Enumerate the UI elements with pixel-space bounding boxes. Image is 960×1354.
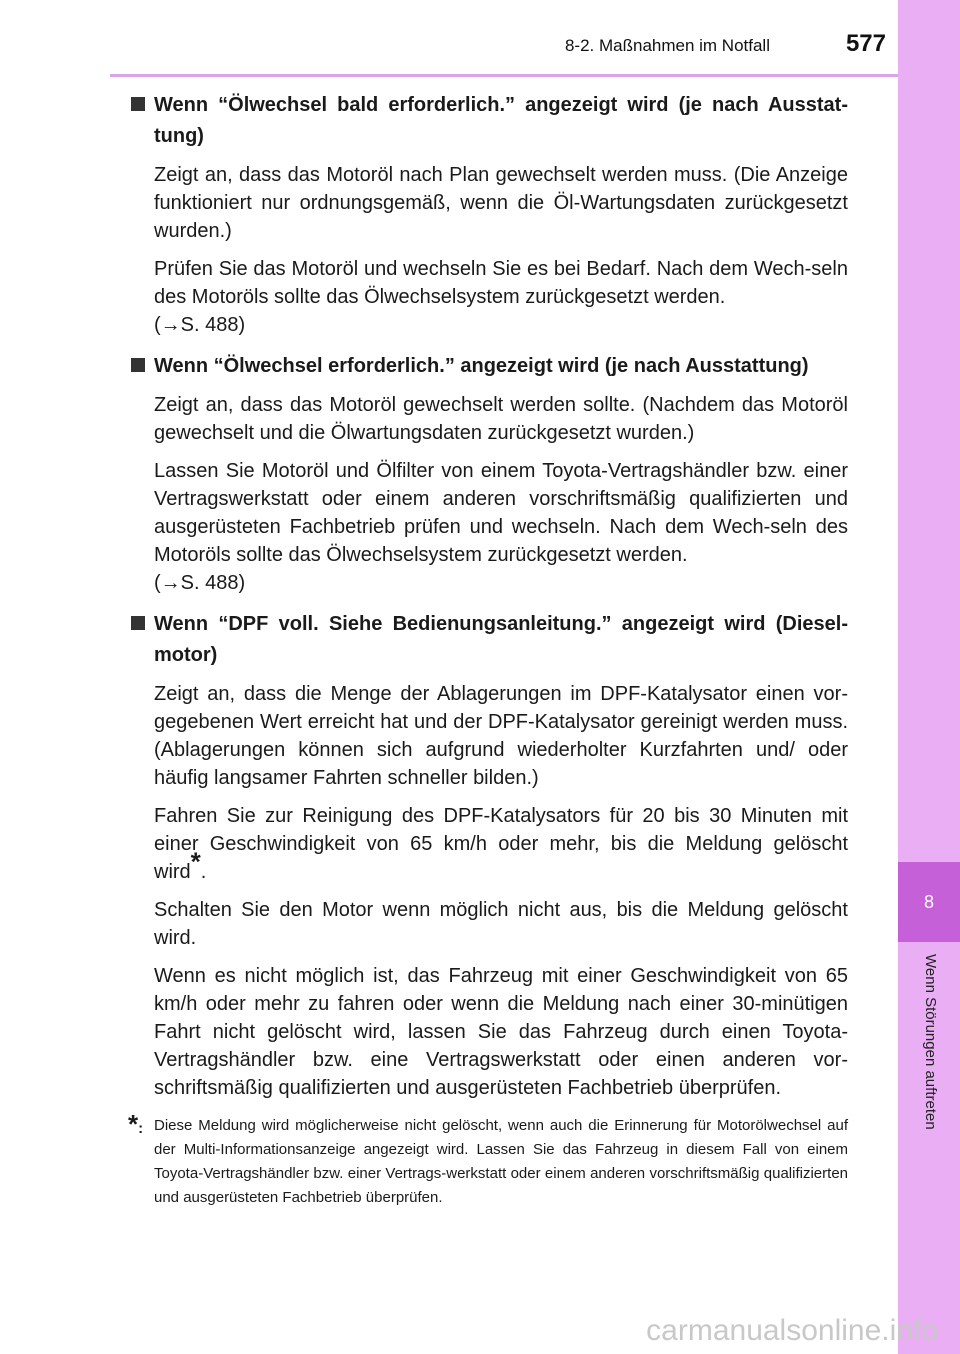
item-heading-text: Wenn “DPF voll. Siehe Bedienungsanleitung.” angezeigt wird (Diesel-motor): [154, 613, 848, 666]
message-item-oil-change-soon: [128, 90, 848, 339]
header-rule: [110, 74, 898, 77]
item-paragraph: Schalten Sie den Motor wenn möglich nicht aus, bis die Meldung gelöscht wird.: [154, 899, 848, 949]
page-number: 577: [845, 30, 886, 57]
item-paragraph: Zeigt an, dass das Motoröl gewechselt werden sollte. (Nachdem das Motoröl gewechselt und die Ölwartungsdaten zurückgesetzt wurden.): [154, 394, 848, 444]
item-paragraph-end: .: [200, 861, 207, 883]
square-bullet-icon: [131, 97, 145, 111]
message-item-oil-change-required: [128, 351, 848, 597]
chapter-title: Wenn Störungen auftreten: [922, 954, 939, 1130]
item-paragraph: [128, 457, 848, 597]
page-reference-link[interactable]: (→S. 488): [154, 314, 246, 336]
item-heading: [128, 351, 848, 382]
item-paragraph-text: Lassen Sie Motoröl und Ölfilter von einem Toyota-Vertragshändler bzw. einer Vertragswerkstatt oder einem anderen vorschriftsmäßig qualifizierten und ausgerüsteten Fachbetrieb prüfen und wechseln. Nach dem Wech-seln des Motoröls sollte das Ölwechselsystem zurückgesetzt werden.: [154, 460, 848, 566]
main-content: [128, 90, 848, 1210]
footnote-marker: [128, 1109, 144, 1141]
section-title: 8-2. Maßnahmen im Notfall: [564, 36, 770, 55]
item-paragraph: Zeigt an, dass das Motoröl nach Plan gewechselt werden muss. (Die Anzeige funktioniert nur ordnungsgemäß, wenn die Öl-Wartungsdaten zurückgesetzt wurden.): [154, 164, 848, 242]
chapter-number: 8: [923, 891, 934, 912]
item-heading: [128, 609, 848, 671]
message-item-dpf-full: [128, 609, 848, 1102]
square-bullet-icon: [131, 616, 145, 630]
item-paragraph: Zeigt an, dass die Menge der Ablagerungen im DPF-Katalysator einen vor-gegebenen Wert erreicht hat und der DPF-Katalysator gereinigt werden muss. (Ablagerungen können sich aufgrund wiederholter Kurzfahrten und/ oder häufig langsamer Fahrten schneller bilden.): [154, 683, 848, 789]
watermark: carmanualsonline.info: [646, 1314, 938, 1347]
item-paragraph-text: Fahren Sie zur Reinigung des DPF-Katalysators für 20 bis 30 Minuten mit einer Geschwindigkeit von 65 km/h oder mehr, bis die Meldung gelöscht wird: [154, 805, 848, 883]
footnote: [128, 1109, 848, 1210]
page-reference-link[interactable]: (→S. 488): [154, 572, 246, 594]
square-bullet-icon: [131, 358, 145, 372]
footnote-star: *: [128, 1109, 139, 1139]
item-heading: [128, 90, 848, 152]
item-heading-text: Wenn “Ölwechsel bald erforderlich.” angezeigt wird (je nach Ausstat-tung): [154, 94, 848, 147]
footnote-text: Diese Meldung wird möglicherweise nicht gelöscht, wenn auch die Erinnerung für Motorölwechsel auf der Multi-Informationsanzeige angezeigt wird. Lassen Sie das Fahrzeug in diesem Fall von einem Toyota-Vertragshändler bzw. einer Vertrags-werkstatt oder einem anderen vorschriftsmäßig qualifizierten und ausgerüsteten Fachbetrieb überprüfen.: [154, 1117, 848, 1206]
page-header: [0, 0, 898, 78]
item-heading-text: Wenn “Ölwechsel erforderlich.” angezeigt wird (je nach Ausstattung): [154, 355, 809, 377]
item-paragraph: Wenn es nicht möglich ist, das Fahrzeug mit einer Geschwindigkeit von 65 km/h oder mehr zu fahren oder wenn die Meldung nach einer 30-minütigen Fahrt nicht gelöscht wird, lassen Sie das Fahrzeug durch einen Toyota-Vertragshändler bzw. eine Vertragswerkstatt oder einen anderen vor-schriftsmäßig qualifizierten und ausgerüsteten Fachbetrieb überprüfen.: [154, 965, 848, 1099]
item-paragraph: [128, 255, 848, 339]
footnote-star-marker: *: [190, 846, 201, 877]
item-paragraph: [128, 802, 848, 886]
chapter-number-box: [898, 862, 960, 942]
chapter-side-tab: [898, 0, 960, 1354]
item-paragraph-text: Prüfen Sie das Motoröl und wechseln Sie es bei Bedarf. Nach dem Wech-seln des Motoröls sollte das Ölwechselsystem zurückgesetzt werden.: [154, 258, 848, 308]
footnote-colon: :: [138, 1120, 144, 1137]
